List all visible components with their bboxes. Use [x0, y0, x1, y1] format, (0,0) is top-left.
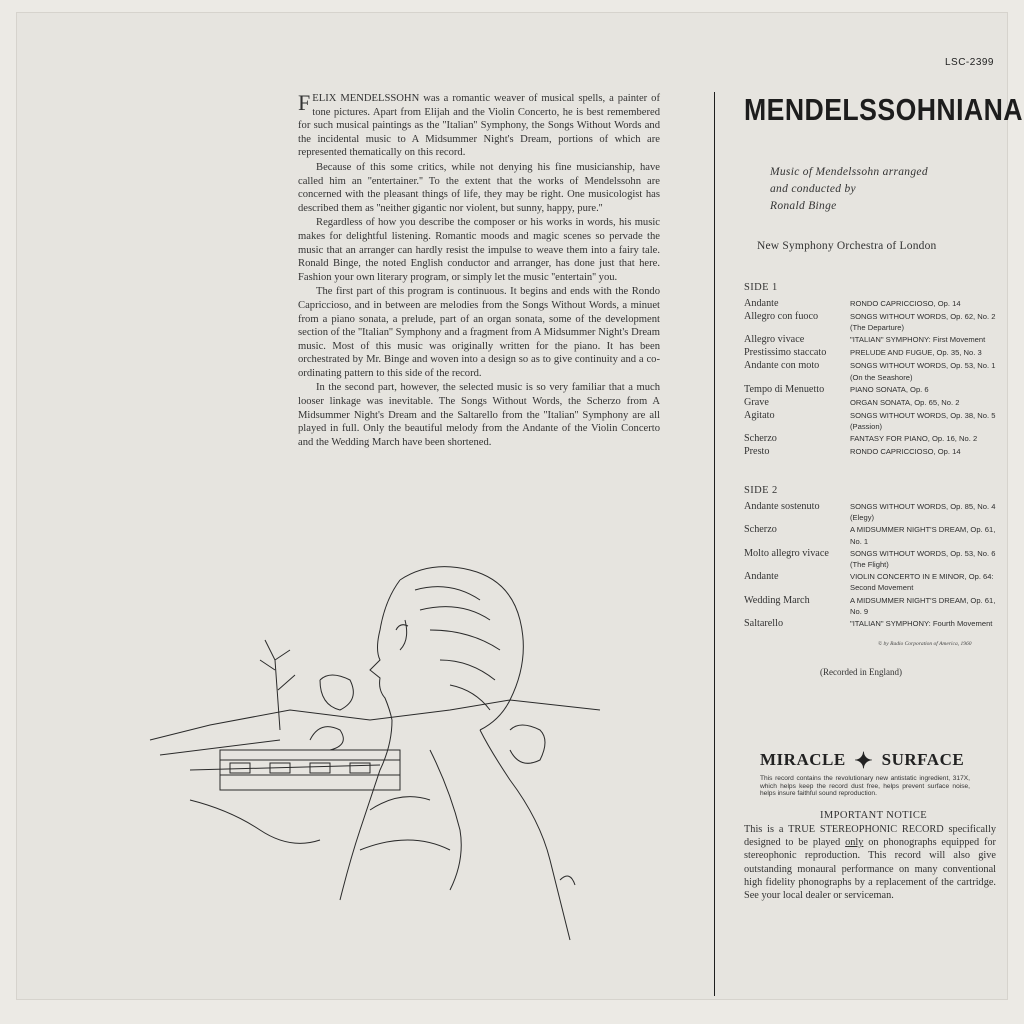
track-row — [744, 524, 1002, 546]
track-tempo: Allegro con fuoco — [744, 311, 819, 322]
liner-opening-name: ELIX MENDELSSOHN — [312, 93, 420, 104]
liner-paragraph-3: Regardless of how you describe the composer or his works in words, his music makes for delightful listening. Romantic moods and magic scenes so pervade the music that an arranger can hardly resist the impulse to weave them into a fairy tale. Ronald Binge, the noted English conductor and arranger, has done just that here. Fashion your own literary program, or simply let the music ''entertain'' you. — [298, 217, 660, 283]
side-2-heading: SIDE 2 — [744, 485, 778, 496]
track-tempo: Molto allegro vivace — [744, 547, 829, 559]
important-notice-text — [744, 823, 996, 902]
track-piece: PIANO SONATA, Op. 6 — [850, 384, 929, 394]
liner-notes — [298, 92, 660, 450]
notice-underlined-word: only — [845, 837, 864, 849]
track-tempo: Scherzo — [744, 524, 777, 536]
track-row — [744, 360, 1002, 382]
track-piece: ORGAN SONATA, Op. 65, No. 2 — [850, 397, 960, 407]
miracle-word: MIRACLE — [760, 750, 846, 769]
track-tempo: Wedding March — [744, 594, 810, 606]
track-tempo: Andante sostenuto — [744, 501, 820, 512]
track-row — [744, 571, 1002, 593]
track-tempo: Prestissimo staccato — [744, 347, 827, 359]
important-notice-title: IMPORTANT NOTICE — [820, 810, 928, 821]
track-piece: SONGS WITHOUT WORDS, Op. 38, No. 5 (Passion) — [850, 410, 996, 432]
star-icon: ✦ — [854, 748, 874, 773]
copyright-line: © by Radio Corporation of America, 1960 — [878, 641, 972, 647]
miracle-surface-description: This record contains the revolutionary new antistatic ingredient, 317X, which helps keep the record dust free, helps prevent surface noise, helps insure faithful sound reproduction. — [760, 775, 970, 798]
track-row — [744, 433, 1002, 445]
track-row — [744, 501, 1002, 523]
track-piece: "ITALIAN" SYMPHONY: First Movement — [850, 335, 986, 345]
liner-paragraph-5: In the second part, however, the selected music is so very familiar that a much looser linkage was inevitable. The Songs Without Words, the Scherzo from A Midsummer Night's Dream and the Saltarello from the ''Italian'' Symphony are all played in full. Only the beautiful melody from the Andante of the Violin Concerto and the Wedding March have been shortened. — [298, 382, 660, 448]
track-tempo: Saltarello — [744, 618, 784, 630]
subtitle-line-2: and conducted by — [770, 183, 856, 195]
track-row — [744, 618, 1002, 630]
track-row — [744, 384, 1002, 396]
miracle-surface-logo — [760, 748, 964, 774]
track-piece: SONGS WITHOUT WORDS, Op. 85, No. 4 (Elegy) — [850, 502, 996, 523]
subtitle-line-1: Music of Mendelssohn arranged — [770, 166, 928, 178]
track-tempo: Scherzo — [744, 433, 777, 445]
track-tempo: Tempo di Menuetto — [744, 383, 825, 395]
track-tempo: Allegro vivace — [744, 334, 805, 346]
orchestra-name: New Symphony Orchestra of London — [757, 240, 937, 252]
track-row — [744, 347, 1002, 359]
track-piece: SONGS WITHOUT WORDS, Op. 53, No. 6 (The Flight) — [850, 548, 996, 570]
liner-paragraph-4: The first part of this program is continuous. It begins and ends with the Rondo Capriccioso, and in between are melodies from the Songs Without Words, a minuet from a piano sonata, a prelude, part of an organ sonata, some of the development section of the ''Italian'' Symphony and a fragment from A Midsummer Night's Dream music. Most of this music was originally written for the piano. It has been orchestrated by Mr. Binge and woven into a design so as to give continuity and a co-ordinating pattern to this side of the record. — [298, 286, 660, 379]
track-piece: SONGS WITHOUT WORDS, Op. 62, No. 2 (The Departure) — [850, 312, 996, 333]
track-piece: A MIDSUMMER NIGHT'S DREAM, Op. 61, No. 9 — [850, 595, 996, 616]
track-piece: FANTASY FOR PIANO, Op. 16, No. 2 — [850, 434, 978, 444]
track-tempo: Andante con moto — [744, 360, 820, 372]
track-tempo: Agitato — [744, 409, 775, 421]
side-1-track-list — [744, 298, 1002, 459]
liner-paragraph-1-text: was a romantic weaver of musical spells, a painter of tone pictures. Apart from Elijah and the Violin Concerto, he is best remembered for such musical paintings as the ''Italian'' Symphony, the Songs Without Words and the incidental music to A Midsummer Night's Dream, portions of which are represented thematically on this record. — [298, 93, 661, 159]
track-row — [744, 298, 1002, 310]
track-row — [744, 446, 1002, 458]
notice-text-before: This is a TRUE STEREOPHONIC RECORD specifically designed to be played — [744, 824, 996, 849]
track-tempo: Grave — [744, 396, 769, 408]
track-row — [744, 397, 1002, 409]
track-row — [744, 311, 1002, 333]
notice-text-after: on phonographs equipped for stereophonic reproduction. This record will also give outstanding monaural performance on many conventional high fidelity phonographs by a replacement of the cartridge. See your local dealer or serviceman. — [744, 837, 996, 902]
liner-paragraph-2: Because of this some critics, while not denying his fine musicianship, have called him an ''entertainer.'' To the extent that the works of Mendelssohn are concerned with the pleasant things of life, they may be right. One musicologist has described them as ''neither gigantic nor violent, but sunny, happy, pure.'' — [298, 161, 660, 214]
side-2-track-list — [744, 501, 1002, 631]
track-piece: PRELUDE AND FUGUE, Op. 35, No. 3 — [850, 348, 982, 358]
track-piece: VIOLIN CONCERTO IN E MINOR, Op. 64: Second Movement — [850, 572, 994, 593]
track-tempo: Presto — [744, 446, 770, 458]
track-row — [744, 548, 1002, 570]
vertical-divider — [714, 92, 715, 996]
track-piece: RONDO CAPRICCIOSO, Op. 14 — [850, 447, 961, 457]
track-tempo: Andante — [744, 571, 779, 583]
track-piece: RONDO CAPRICCIOSO, Op. 14 — [850, 299, 961, 308]
subtitle-line-3: Ronald Binge — [770, 200, 837, 212]
mendelssohn-portrait-illustration — [130, 560, 630, 960]
drop-cap: F — [298, 90, 311, 115]
track-tempo: Andante — [744, 298, 779, 309]
track-piece: "ITALIAN" SYMPHONY: Fourth Movement — [850, 619, 993, 629]
album-title: MENDELSSOHNIANA — [744, 92, 1023, 127]
catalog-number: LSC-2399 — [944, 57, 994, 68]
track-row — [744, 334, 1002, 346]
track-row — [744, 410, 1002, 432]
track-piece: A MIDSUMMER NIGHT'S DREAM, Op. 61, No. 1 — [850, 525, 996, 546]
track-row — [744, 595, 1002, 617]
track-piece: SONGS WITHOUT WORDS, Op. 53, No. 1 (On the Seashore) — [850, 361, 996, 382]
recorded-in-england: (Recorded in England) — [820, 667, 902, 677]
surface-word: SURFACE — [881, 750, 965, 769]
liner-paragraph-1 — [298, 92, 660, 160]
album-subtitle — [770, 164, 928, 215]
side-1-heading: SIDE 1 — [744, 282, 778, 293]
